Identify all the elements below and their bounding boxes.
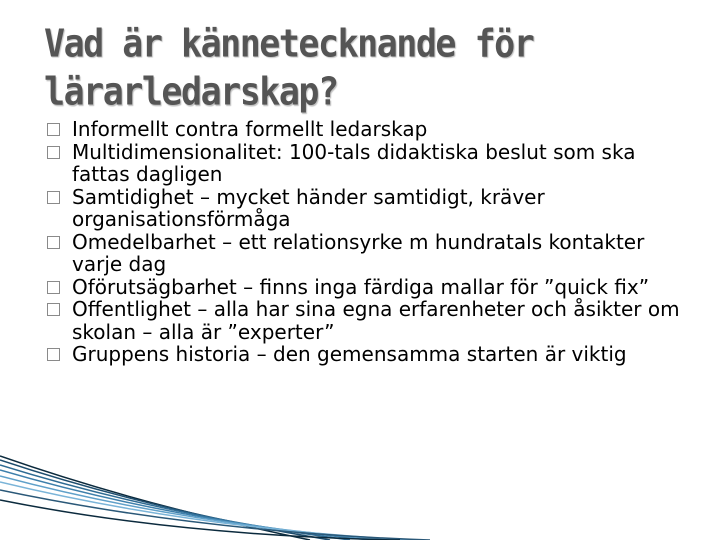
square-bullet-icon — [47, 236, 60, 249]
list-item — [44, 141, 684, 186]
square-bullet-icon — [47, 146, 60, 159]
list-item — [44, 118, 684, 141]
bullet-text: Omedelbarhet – ett relationsyrke m hundratals kontakter varje dag — [72, 229, 645, 276]
slide-title — [44, 20, 684, 117]
square-bullet-icon — [47, 191, 60, 204]
list-item — [44, 343, 684, 366]
square-bullet-icon — [47, 348, 60, 361]
list-item — [44, 186, 684, 231]
bullet-text: Gruppens historia – den gemensamma starten är viktig — [72, 342, 627, 366]
list-item — [44, 276, 684, 299]
list-item — [44, 298, 684, 343]
square-bullet-icon — [47, 303, 60, 316]
bullet-text: Multidimensionalitet: 100-tals didaktiska beslut som ska fattas dagligen — [72, 139, 636, 186]
list-item — [44, 231, 684, 276]
square-bullet-icon — [47, 281, 60, 294]
bullet-text: Oförutsägbarhet – finns inga färdiga mallar för ”quick fix” — [72, 274, 650, 299]
square-bullet-icon — [47, 123, 60, 136]
bullet-list — [44, 118, 684, 366]
bullet-text: Offentlighet – alla har sina egna erfarenheter och åsikter om skolan – alla är ”experter” — [72, 297, 680, 344]
bullet-text: Samtidighet – mycket händer samtidigt, kräver organisationsförmåga — [72, 184, 545, 231]
bullet-text: Informellt contra formellt ledarskap — [72, 117, 428, 141]
wave-lines — [0, 456, 430, 540]
title-line: Vad är kännetecknande för — [44, 22, 534, 67]
title-line: lärarledarskap? — [44, 70, 338, 115]
